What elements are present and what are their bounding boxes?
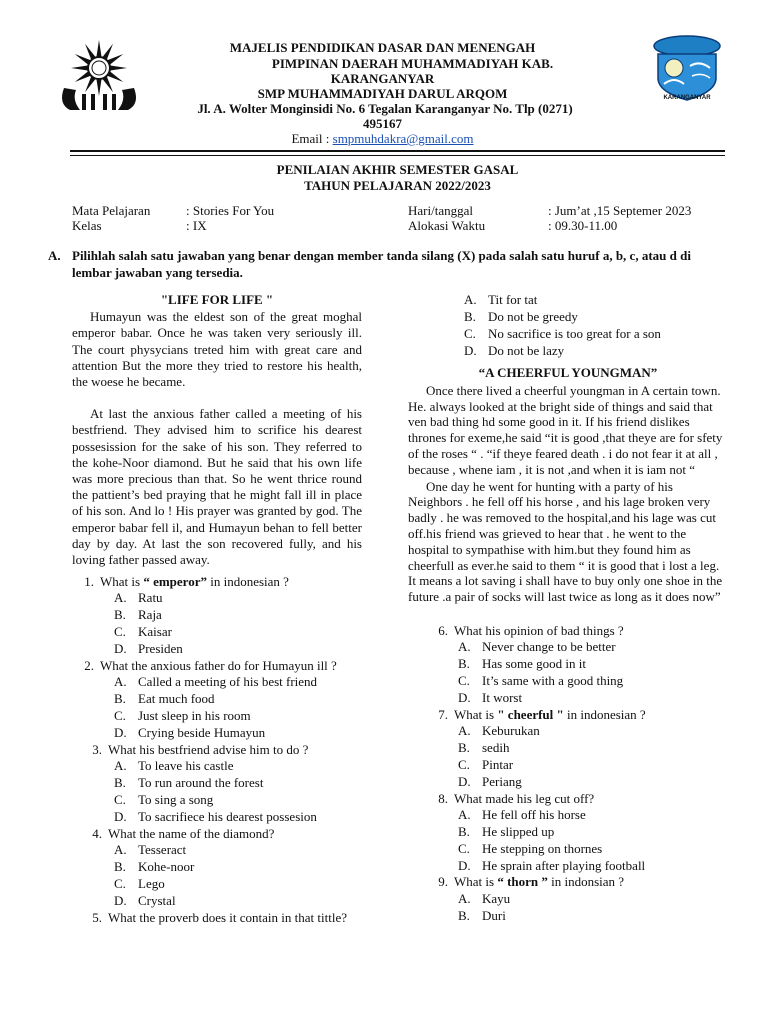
answer-option[interactable]: A. Called a meeting of his best friend — [114, 674, 318, 690]
answer-option[interactable]: B. Eat much food — [114, 691, 215, 707]
date-label: Hari/tanggal — [408, 203, 473, 218]
question-text: What made his leg cut off? — [454, 790, 595, 806]
answer-option[interactable]: A. To leave his castle — [114, 758, 234, 774]
answer-option[interactable]: B. Do not be greedy — [464, 308, 578, 324]
header-address: Jl. A. Wolter Monginsidi No. 6 Tegalan Karanganyar No. Tlp (0271) — [197, 101, 573, 116]
question-item: 4. What the name of the diamond? A. Tesseract B. Kohe-noor C. Lego D. Crystal — [72, 826, 362, 910]
story2-title: “A CHEERFUL YOUNGMAN” — [478, 364, 658, 380]
answer-option[interactable]: D. Periang — [458, 773, 522, 789]
date-value: : Jum’at ,15 Septemer 2023 — [548, 203, 692, 218]
answer-option[interactable]: C. Kaisar — [114, 624, 172, 640]
right-column — [408, 292, 728, 924]
email-label: Email : — [291, 131, 330, 146]
answer-option[interactable]: D. To sacrifiece his dearest possesion — [114, 808, 317, 824]
story1-para2: At last the anxious father called a meeting of his bestfriend. They advised him to scrifice his dearest possesission for the sake of his son. They referred to the kohe-Noor diamond. But he said that his own life was more precious than that. So he went thrice round the pattient’s bed praying that he might fall ill in place of his son. And lo ! His prayer was granted by god. The emperor babar fell il, and Humayun behan to fell better day by day. At last the son recovered fully, and his loving father passed away. — [72, 406, 362, 568]
story2-para2: One day he went for hunting with a party of his Neighbors . he fell off his horse , and his lage broken very badly . he was removed to the hospital,and his lage was cut off.his friend was grieved to hear that . he went to the hospital to sympathise with him.but they found him as cheerfull as ever.he said to them “ it is good that i lost a leg. It means a lot saving i shall have to buy only one shoe in the future .a pair of socks will last twice as long as it does now” — [408, 478, 723, 605]
header-line-1: MAJELIS PENDIDIKAN DASAR DAN MENENGAH — [229, 40, 536, 55]
instruction-letter: A. — [48, 248, 61, 263]
answer-option[interactable]: A. Kayu — [458, 890, 511, 906]
answer-option[interactable]: C. It’s same with a good thing — [458, 673, 624, 688]
question-text: What his bestfriend advise him to do ? — [108, 741, 309, 757]
class-label: Kelas — [72, 218, 102, 233]
answer-option[interactable]: B. Duri — [458, 907, 506, 923]
answer-option[interactable]: D. Crystal — [114, 892, 176, 908]
question-item: 9. What is “ thorn ” in indonsian ? A. Kayu B. Duri — [408, 874, 728, 924]
time-value: : 09.30-11.00 — [548, 218, 618, 233]
school-badge-caption: KARANGANYAR — [663, 95, 711, 101]
question-text: What is “ thorn ” in indonsian ? — [454, 874, 625, 890]
answer-option[interactable]: B. He slipped up — [458, 823, 555, 839]
muhammadiyah-logo — [50, 38, 148, 112]
exam-year: TAHUN PELAJARAN 2022/2023 — [304, 178, 491, 193]
question-item: 1. What is “ emperor” in indonesian ? A. Ratu B. Raja C. Kaisar D. Presiden — [72, 574, 362, 658]
answer-option[interactable]: B. Has some good in it — [458, 656, 586, 672]
answer-option[interactable]: B. To run around the forest — [114, 775, 264, 791]
header-line-3: KARANGANYAR — [330, 71, 435, 86]
answer-option[interactable]: D. He sprain after playing football — [458, 857, 646, 873]
instruction-text: Pilihlah salah satu jawaban yang benar dengan member tanda silang (X) pada salah satu huruf a, b, c, atau d di lembar jawaban yang tersedia. — [72, 248, 691, 280]
question-text: What the name of the diamond? — [108, 825, 275, 841]
story1-title: "LIFE FOR LIFE " — [160, 292, 274, 307]
question-text: What the proverb does it contain in that tittle? — [108, 909, 347, 925]
answer-option[interactable]: C. To sing a song — [114, 791, 214, 807]
subject-label: Mata Pelajaran — [72, 203, 151, 218]
subject-value: : Stories For You — [186, 203, 275, 218]
question-item: 7. What is " cheerful " in indonesian ? A. Keburukan B. sedih C. Pintar D. Periang — [408, 707, 728, 791]
answer-option[interactable]: C. Pintar — [458, 756, 514, 772]
answer-option[interactable]: C. Just sleep in his room — [114, 708, 251, 724]
answer-option[interactable]: A. Tesseract — [114, 841, 187, 857]
answer-option[interactable]: C. Lego — [114, 875, 165, 891]
question-item: 3. What his bestfriend advise him to do ? A. To leave his castle B. To run around the forest C. To sing a song D. To sacrifiece his dearest possesion — [72, 742, 362, 826]
answer-option[interactable]: D. Crying beside Humayun — [114, 725, 266, 740]
question-item: 8. What made his leg cut off? A. He fell off his horse B. He slipped up C. He stepping on thornes D. He sprain after playing football — [408, 791, 728, 875]
header-line-4: SMP MUHAMMADIYAH DARUL ARQOM — [257, 86, 508, 101]
answer-option[interactable]: A. Never change to be better — [458, 639, 616, 655]
question-text: What is “ emperor” in indonesian ? — [100, 574, 289, 590]
header-phone-cont: 495167 — [363, 116, 402, 131]
story1-para1: Humayun was the eldest son of the great moghal emperor babar. Once he was taken very seriously ill. The court physycians treted him with great care and attention But the more they tried to restore his health, the woese he became. — [72, 309, 362, 390]
header-email — [175, 131, 590, 147]
answer-option[interactable]: B. Raja — [114, 607, 162, 623]
time-label: Alokasi Waktu — [408, 218, 486, 233]
answer-option[interactable]: C. He stepping on thornes — [458, 840, 603, 856]
question-text: What his opinion of bad things ? — [454, 622, 624, 638]
question-item: 2. What the anxious father do for Humayun ill ? A. Called a meeting of his best friend B. Eat much food C. Just sleep in his room D. Crying beside Humayun — [72, 658, 362, 742]
answer-option[interactable]: D. Do not be lazy — [464, 342, 565, 358]
email-link[interactable]: smpmuhdakra@gmail.com — [332, 131, 474, 146]
answer-option[interactable]: A. Ratu — [114, 590, 163, 606]
answer-option[interactable]: C. No sacrifice is too great for a son — [464, 325, 661, 341]
header-divider-thick — [70, 150, 725, 152]
question-item: 6. What his opinion of bad things ? A. Never change to be better B. Has some good in it C. It’s same with a good thing D. It worst — [408, 623, 728, 707]
answer-option[interactable]: D. Presiden — [114, 641, 183, 657]
answer-option[interactable]: B. Kohe-noor — [114, 858, 195, 874]
question-text: What the anxious father do for Humayun ill ? — [100, 658, 337, 674]
story2-para1: Once there lived a cheerful youngman in A certain town. He. always looked at the bright side of things and said that ven bad thing hd some good in it. If his friend dislikes thrones for exeme,he said “it is good ,that theye are for sfety of the roses “ . “if theye feared death . i do not fear it at all , because , whene iam , it is not ,and when it is iam not “ — [408, 382, 723, 477]
answer-option[interactable]: A. Tit for tat — [464, 292, 538, 307]
answer-option[interactable]: D. It worst — [458, 689, 523, 705]
answer-option[interactable]: A. He fell off his horse — [458, 806, 586, 822]
left-column — [72, 292, 362, 926]
header-divider-thin — [70, 155, 725, 156]
class-value: : IX — [186, 218, 207, 233]
question-item: 5. What the proverb does it contain in that tittle? — [72, 910, 362, 926]
header-line-2: PIMPINAN DAERAH MUHAMMADIYAH KAB. — [271, 56, 554, 71]
question-text: What is " cheerful " in indonesian ? — [454, 706, 646, 722]
answer-option[interactable]: B. sedih — [458, 739, 510, 755]
answer-option[interactable]: A. Keburukan — [458, 723, 540, 739]
exam-title: PENILAIAN AKHIR SEMESTER GASAL — [276, 162, 519, 177]
